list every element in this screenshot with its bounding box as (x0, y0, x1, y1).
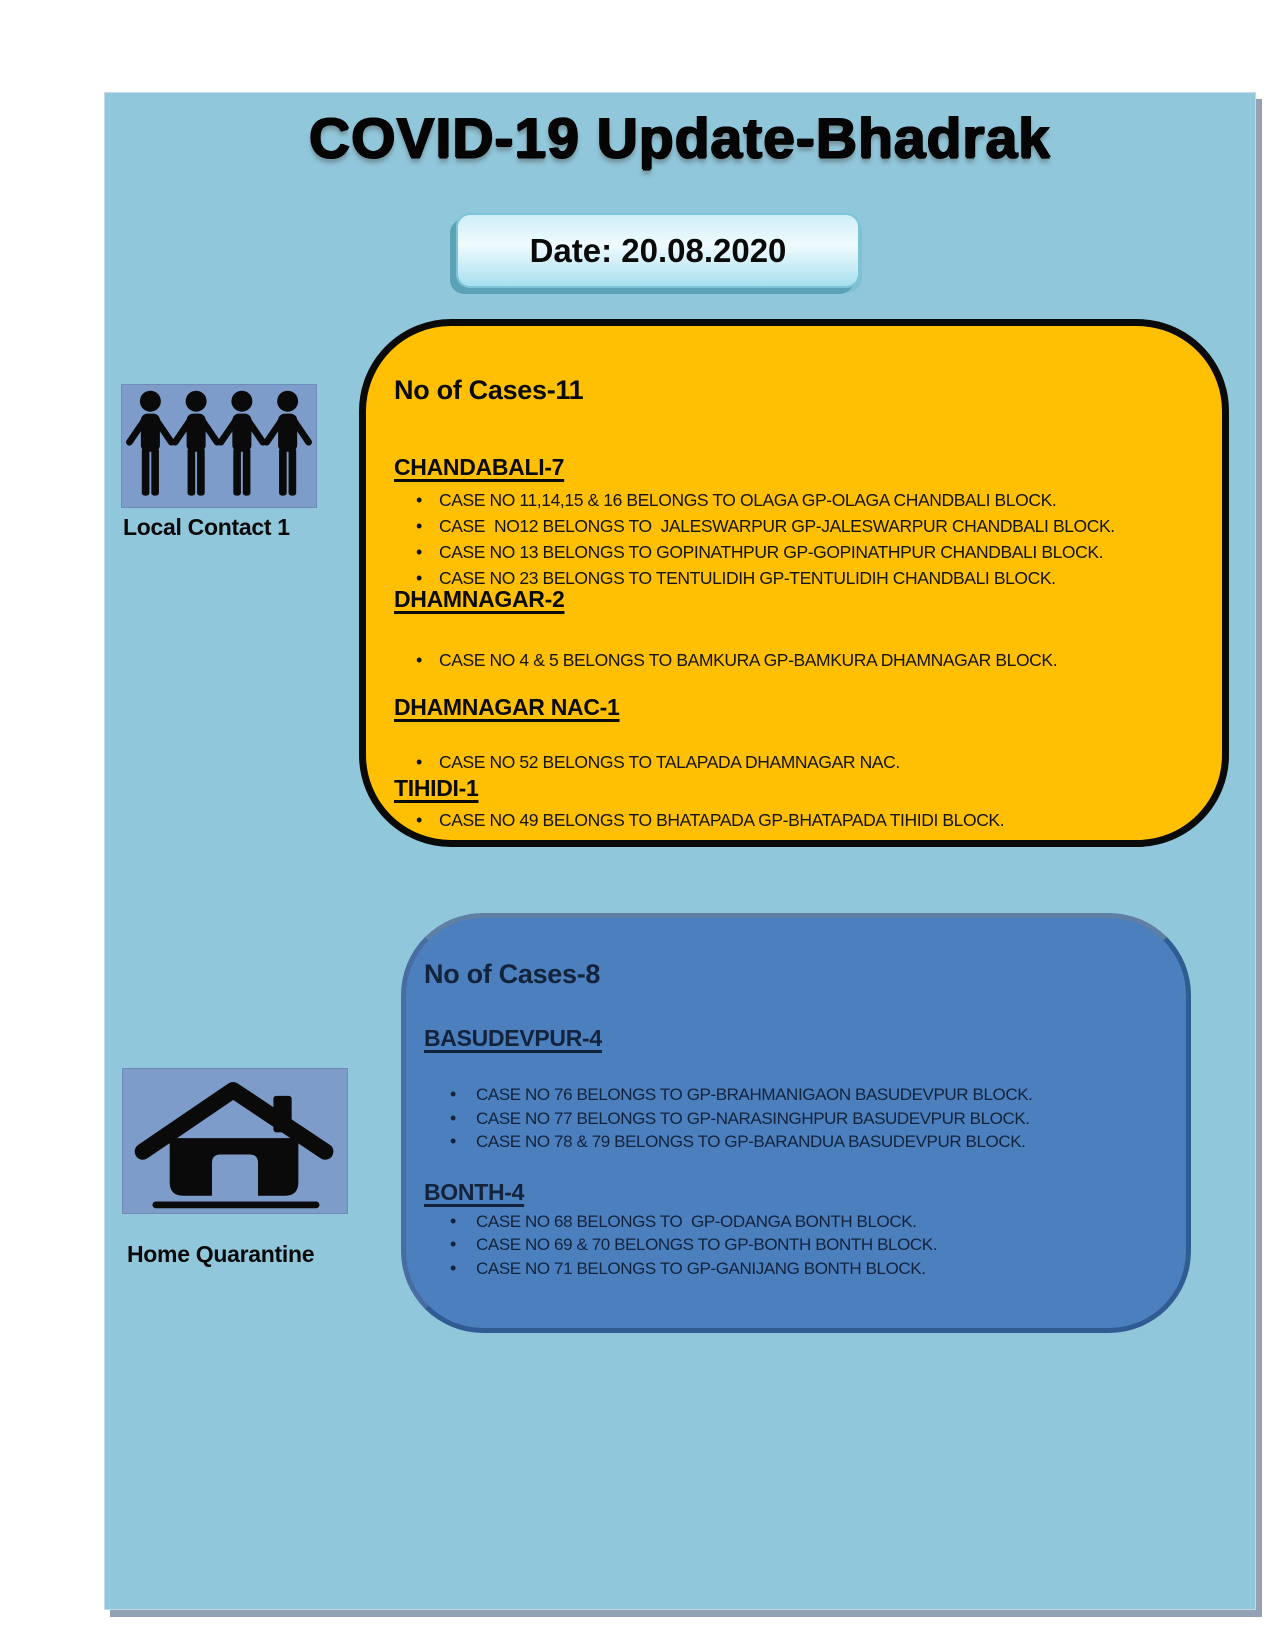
section-heading: BASUDEVPUR-4 (424, 1025, 602, 1051)
case-list (394, 647, 1178, 673)
cases-card-local-contact (359, 319, 1229, 847)
case-section (394, 693, 1178, 775)
slide-panel (104, 92, 1256, 1610)
case-item: • CASE NO 52 BELONGS TO TALAPADA DHAMNAGAR NAC. (394, 749, 1178, 775)
section-heading: BONTH-4 (424, 1178, 525, 1205)
home-quarantine-label: Home Quarantine (127, 1241, 315, 1267)
case-list (424, 1083, 1156, 1154)
date-text: Date: 20.08.2020 (529, 231, 787, 269)
case-item: • CASE NO 11,14,15 & 16 BELONGS TO OLAGA GP-OLAGA CHANDBALI BLOCK. (394, 487, 1178, 513)
case-item: • CASE NO 68 BELONGS TO GP-ODANGA BONTH BLOCK. (424, 1210, 1156, 1234)
case-section (394, 453, 1178, 591)
case-section (394, 774, 1178, 833)
local-contact-image (121, 384, 317, 508)
section-heading: DHAMNAGAR NAC-1 (394, 694, 620, 720)
card-title: No of Cases-8 (424, 959, 601, 989)
case-item: • CASE NO12 BELONGS TO JALESWARPUR GP-JALESWARPUR CHANDBALI BLOCK. (394, 513, 1178, 539)
case-list (394, 807, 1178, 833)
house-icon (123, 1069, 347, 1213)
case-section (424, 1178, 1156, 1281)
case-item: • CASE NO 77 BELONGS TO GP-NARASINGHPUR BASUDEVPUR BLOCK. (424, 1107, 1156, 1131)
case-item: • CASE NO 49 BELONGS TO BHATAPADA GP-BHATAPADA TIHIDI BLOCK. (394, 807, 1178, 833)
page-title: COVID-19 Update-Bhadrak (309, 106, 1051, 170)
case-item: • CASE NO 71 BELONGS TO GP-GANIJANG BONTH BLOCK. (424, 1257, 1156, 1281)
section-heading: TIHIDI-1 (394, 775, 479, 801)
case-item: • CASE NO 4 & 5 BELONGS TO BAMKURA GP-BAMKURA DHAMNAGAR BLOCK. (394, 647, 1178, 673)
cases-card-home-quarantine (401, 913, 1191, 1333)
case-item: • CASE NO 78 & 79 BELONGS TO GP-BARANDUA BASUDEVPUR BLOCK. (424, 1130, 1156, 1154)
case-item: • CASE NO 23 BELONGS TO TENTULIDIH GP-TENTULIDIH CHANDBALI BLOCK. (394, 565, 1178, 591)
section-heading: DHAMNAGAR-2 (394, 586, 565, 612)
case-item: • CASE NO 76 BELONGS TO GP-BRAHMANIGAON BASUDEVPUR BLOCK. (424, 1083, 1156, 1107)
case-item: • CASE NO 13 BELONGS TO GOPINATHPUR GP-GOPINATHPUR CHANDBALI BLOCK. (394, 539, 1178, 565)
case-section (424, 1024, 1156, 1154)
date-badge (456, 213, 860, 288)
case-list (394, 749, 1178, 775)
home-quarantine-image (122, 1068, 348, 1214)
card-body (394, 453, 1178, 833)
case-item: • CASE NO 69 & 70 BELONGS TO GP-BONTH BONTH BLOCK. (424, 1233, 1156, 1257)
card-title: No of Cases-11 (394, 375, 584, 405)
case-section (394, 585, 1178, 673)
case-list (394, 487, 1178, 591)
section-heading: CHANDABALI-7 (394, 454, 565, 480)
people-holding-hands-icon (122, 385, 316, 507)
case-list (424, 1210, 1156, 1281)
local-contact-label: Local Contact 1 (123, 514, 290, 540)
card-body (424, 1024, 1156, 1280)
